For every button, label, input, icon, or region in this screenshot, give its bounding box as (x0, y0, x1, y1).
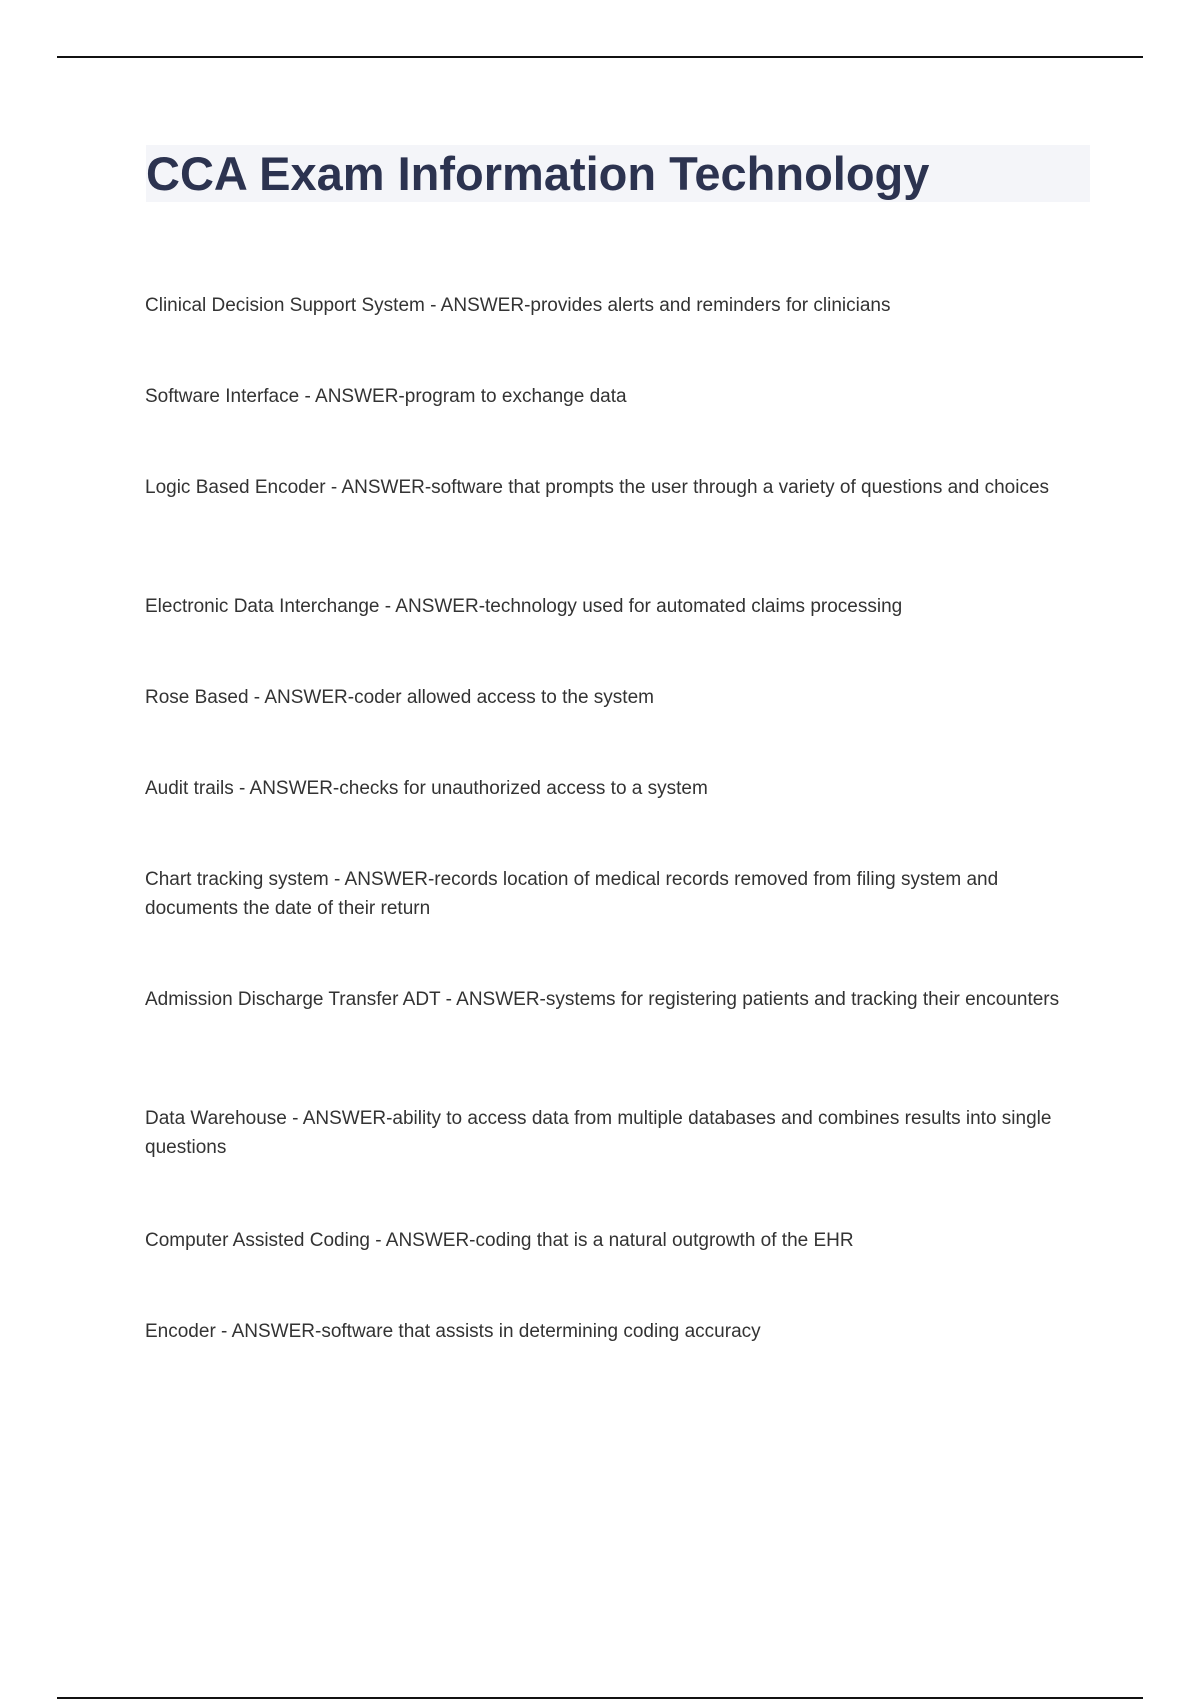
qa-item: Chart tracking system - ANSWER-records location of medical records removed from filing system and documents the date of their return (145, 869, 999, 919)
title-block (146, 145, 1090, 202)
qa-item: Audit trails - ANSWER-checks for unauthorized access to a system (145, 778, 708, 799)
qa-item: Computer Assisted Coding - ANSWER-coding that is a natural outgrowth of the EHR (145, 1230, 854, 1251)
top-rule (57, 56, 1143, 58)
bottom-rule (57, 1697, 1143, 1699)
qa-item: Encoder - ANSWER-software that assists in determining coding accuracy (145, 1321, 761, 1342)
qa-item: Rose Based - ANSWER-coder allowed access to the system (145, 687, 654, 708)
qa-item: Software Interface - ANSWER-program to exchange data (145, 386, 627, 407)
qa-item: Admission Discharge Transfer ADT - ANSWER-systems for registering patients and tracking their encounters (145, 989, 1060, 1010)
page-title: CCA Exam Information Technology (146, 147, 930, 200)
qa-item: Data Warehouse - ANSWER-ability to access data from multiple databases and combines results into single questions (145, 1108, 1052, 1158)
qa-item: Logic Based Encoder - ANSWER-software that prompts the user through a variety of questions and choices (145, 477, 1050, 498)
qa-item: Clinical Decision Support System - ANSWER-provides alerts and reminders for clinicians (145, 295, 891, 316)
qa-item: Electronic Data Interchange - ANSWER-technology used for automated claims processing (145, 596, 903, 617)
